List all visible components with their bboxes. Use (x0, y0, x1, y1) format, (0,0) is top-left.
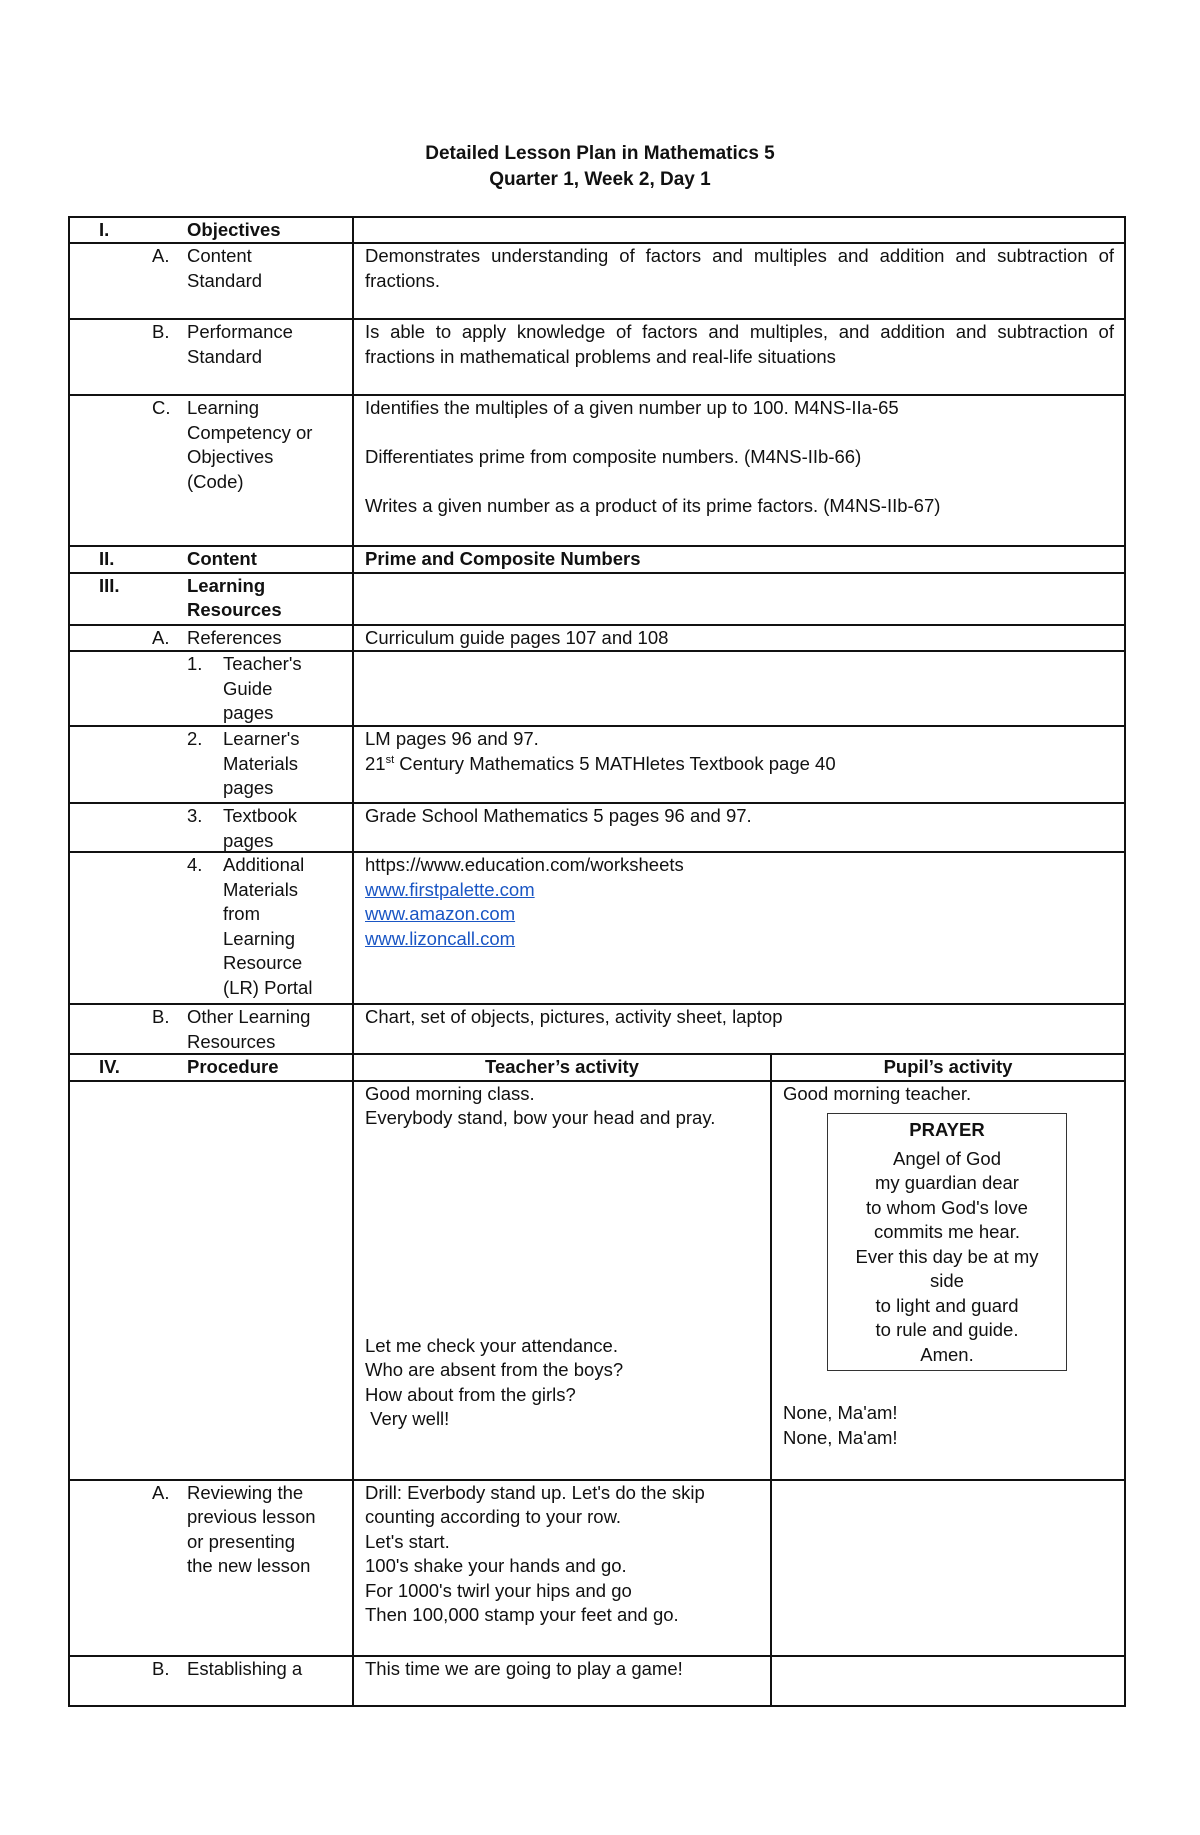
item-marker: A. (152, 245, 170, 266)
content-standard-text: Demonstrates understanding of factors and multiples and addition and subtraction of fractions. (353, 243, 1125, 319)
item-label: Resource (223, 952, 303, 973)
item-label: Textbook (223, 805, 298, 826)
item-marker: A. (152, 1481, 170, 1503)
row-objectives (69, 217, 1125, 243)
establishing-text: This time we are going to play a game! (353, 1656, 771, 1706)
row-content-standard (69, 243, 1125, 319)
pupil-activity-header: Pupil’s activity (771, 1054, 1125, 1081)
item-label: Learning (187, 397, 260, 418)
row-performance-standard (69, 319, 1125, 395)
item-label: Learning (223, 927, 296, 949)
lizoncall-link[interactable]: www.lizoncall.com (365, 927, 516, 949)
drill-line: 100's shake your hands and go. (365, 1555, 627, 1576)
prayer-box (827, 1113, 1067, 1371)
prayer-line: Angel of God (893, 1147, 1001, 1169)
item-label: Additional (223, 854, 305, 875)
competency-item: Identifies the multiples of a given number up to 100. M4NS-IIa-65 (365, 397, 899, 418)
item-label: Standard (187, 345, 263, 367)
pupil-response: None, Ma'am! (783, 1402, 898, 1423)
item-marker: 1. (187, 653, 203, 674)
item-marker: 2. (187, 728, 203, 749)
education-url: https://www.education.com/worksheets (365, 854, 684, 875)
teacher-greeting: Good morning class. (365, 1082, 535, 1104)
item-label: Guide (223, 677, 273, 699)
drill-line: For 1000's twirl your hips and go (365, 1579, 632, 1601)
teacher-line: Who are absent from the boys? (365, 1359, 624, 1380)
item-label: pages (223, 829, 274, 851)
content-topic: Prime and Composite Numbers (353, 546, 1125, 573)
item-label: Standard (187, 269, 263, 291)
row-reviewing (69, 1480, 1125, 1656)
item-label: Objectives (187, 446, 274, 467)
ordinal-suffix: st (385, 753, 395, 766)
references-text: Curriculum guide pages 107 and 108 (353, 625, 1125, 652)
prayer-line: my guardian dear (875, 1172, 1019, 1193)
item-label: or presenting (187, 1530, 295, 1552)
section-numeral: IV. (99, 1056, 120, 1077)
item-label: (LR) Portal (223, 976, 313, 998)
section-numeral: I. (99, 219, 110, 240)
section-numeral: II. (99, 548, 115, 569)
firstpalette-link[interactable]: www.firstpalette.com (365, 878, 535, 900)
prayer-line: to light and guard (875, 1294, 1019, 1316)
item-label: Teacher's (223, 653, 302, 674)
item-label: Materials (223, 878, 299, 900)
section-label: Objectives (187, 219, 281, 240)
item-marker: B. (152, 321, 170, 342)
other-resources-text: Chart, set of objects, pictures, activity sheet, laptop (353, 1004, 1125, 1054)
item-label: from (223, 903, 260, 924)
teacher-line: Let me check your attendance. (365, 1334, 618, 1356)
item-marker: B. (152, 1657, 170, 1679)
item-label: Competency or (187, 421, 313, 443)
item-label: (Code) (187, 470, 244, 492)
prayer-line: Amen. (920, 1343, 974, 1365)
section-numeral: III. (99, 574, 120, 596)
row-additional-materials (69, 852, 1125, 1004)
competency-item: Writes a given number as a product of its prime factors. (M4NS-IIb-67) (365, 495, 941, 516)
prayer-line: commits me hear. (874, 1221, 1020, 1242)
item-marker: 4. (187, 854, 203, 875)
pupil-response: None, Ma'am! (783, 1426, 898, 1448)
item-label: Performance (187, 321, 293, 342)
teacher-prayer-instruction: Everybody stand, bow your head and pray. (365, 1107, 716, 1128)
section-label: Learning (187, 574, 266, 596)
item-label: the new lesson (187, 1555, 311, 1576)
century-number: 21 (365, 752, 386, 774)
item-marker: C. (152, 397, 171, 418)
teacher-activity-header: Teacher’s activity (353, 1054, 771, 1081)
item-label: Content (187, 245, 252, 266)
performance-standard-text: Is able to apply knowledge of factors and multiples, and addition and subtraction of fractions in mathematical problems and real-life situations (353, 319, 1125, 395)
prayer-line: to whom God's love (866, 1196, 1028, 1218)
drill-line: Let's start. (365, 1530, 450, 1552)
pupil-greeting: Good morning teacher. (783, 1082, 972, 1104)
document-title: Detailed Lesson Plan in Mathematics 5 (425, 143, 775, 164)
section-label: Content (187, 548, 257, 569)
item-label: Reviewing the (187, 1481, 304, 1503)
row-learning-resources (69, 573, 1125, 625)
row-teachers-guide (69, 651, 1125, 726)
item-label: References (187, 626, 282, 648)
row-learners-materials (69, 726, 1125, 803)
item-marker: 3. (187, 805, 203, 826)
row-references (69, 625, 1125, 652)
textbook-title: Century Mathematics 5 MATHletes Textbook page 40 (394, 752, 836, 774)
row-textbook (69, 803, 1125, 852)
amazon-link[interactable]: www.amazon.com (365, 903, 516, 924)
row-procedure-header (69, 1054, 1125, 1081)
item-label: Resources (187, 1030, 276, 1052)
teacher-line: How about from the girls? (365, 1383, 576, 1405)
item-marker: B. (152, 1006, 170, 1027)
competency-item: Differentiates prime from composite numbers. (M4NS-IIb-66) (365, 446, 862, 467)
prayer-title: PRAYER (909, 1119, 985, 1140)
textbook-reference (365, 752, 1114, 777)
lesson-plan-table (68, 216, 1126, 1707)
prayer-line: to rule and guide. (875, 1319, 1019, 1340)
item-label: pages (223, 777, 274, 798)
item-label: Materials (223, 752, 299, 774)
document-subtitle: Quarter 1, Week 2, Day 1 (489, 169, 711, 190)
row-establishing (69, 1656, 1125, 1706)
item-label: Establishing a (187, 1657, 303, 1679)
row-other-resources (69, 1004, 1125, 1054)
prayer-line: Ever this day be at my side (855, 1245, 1039, 1291)
item-label: pages (223, 702, 274, 723)
row-competency (69, 395, 1125, 546)
item-marker: A. (152, 626, 170, 648)
section-label: Procedure (187, 1056, 279, 1077)
teacher-line: Very well! (365, 1408, 450, 1429)
drill-line: Drill: Everbody stand up. Let's do the skip counting according to your row. (365, 1481, 705, 1527)
drill-line: Then 100,000 stamp your feet and go. (365, 1604, 679, 1625)
row-content (69, 546, 1125, 573)
section-label: Resources (187, 599, 282, 620)
lm-pages-text: LM pages 96 and 97. (365, 728, 539, 749)
item-label: Learner's (223, 728, 300, 749)
row-opening (69, 1081, 1125, 1480)
item-label: Other Learning (187, 1006, 311, 1027)
textbook-text: Grade School Mathematics 5 pages 96 and 97. (353, 803, 1125, 852)
item-label: previous lesson (187, 1506, 316, 1527)
